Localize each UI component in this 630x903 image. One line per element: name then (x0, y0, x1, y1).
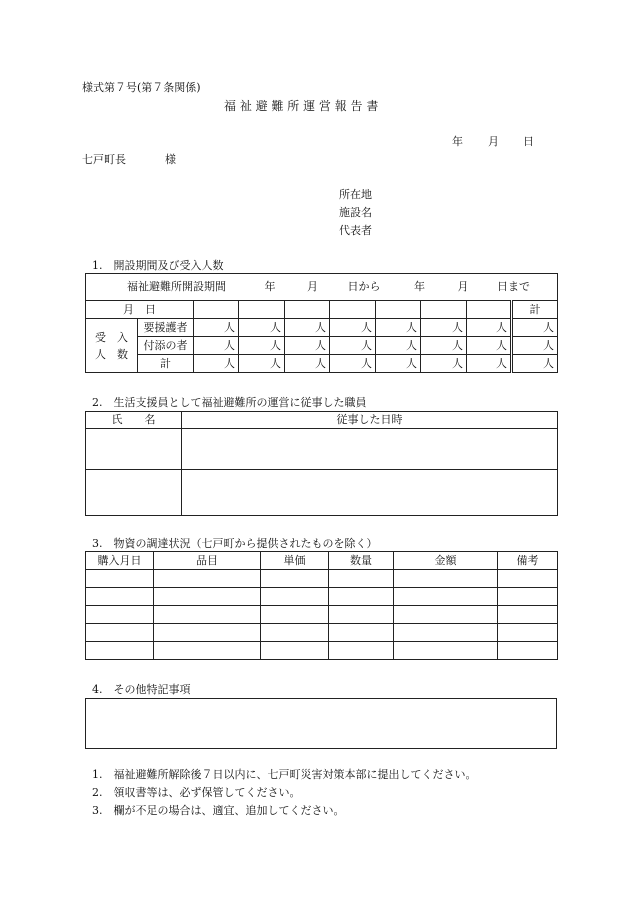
addressee-honorific: 様 (165, 153, 176, 166)
section1-heading: 1. 開設期間及び受入人数 (92, 259, 224, 272)
date-cell (467, 301, 512, 319)
accepted-count-label-line2: 人 数 (95, 347, 128, 361)
date-day: 日 (523, 135, 534, 148)
open-period-label: 福祉避難所開設期間 (127, 280, 226, 293)
table-row (86, 606, 558, 624)
month-day-label: 月 日 (86, 301, 194, 319)
section2-heading: 2. 生活支援員として福祉避難所の運営に従事した職員 (92, 396, 367, 409)
supplies-header-amount: 金額 (394, 552, 498, 570)
unit-cell: 人 (421, 319, 467, 337)
note-item: 1. 福祉避難所解除後７日以内に、七戸町災害対策本部に提出してください。 (92, 768, 477, 781)
unit-cell: 人 (467, 319, 512, 337)
date-cell (239, 301, 285, 319)
supplies-header-unit-price: 単価 (261, 552, 329, 570)
unit-cell: 人 (376, 319, 421, 337)
staff-table (85, 411, 558, 516)
date-month: 月 (488, 135, 499, 148)
applicant-representative-label: 代表者 (339, 224, 372, 237)
period-month-2: 月 (457, 280, 469, 293)
date-cell (421, 301, 467, 319)
staff-name-header: 氏 名 (86, 412, 182, 429)
unit-cell: 人 (194, 319, 239, 337)
supplies-header-item: 品目 (154, 552, 261, 570)
period-month-1: 月 (307, 280, 318, 293)
acceptance-table (85, 273, 558, 373)
staff-time-cell (182, 470, 558, 516)
table-row (86, 624, 558, 642)
date-cell (194, 301, 239, 319)
unit-cell: 人 (330, 337, 376, 355)
table-row (86, 570, 558, 588)
accepted-count-label-line1: 受 入 (95, 330, 128, 344)
applicant-facility-label: 施設名 (339, 206, 372, 219)
unit-cell: 人 (512, 319, 558, 337)
section3-heading: 3. 物資の調達状況（七戸町から提供されたものを除く） (92, 537, 378, 550)
unit-cell: 人 (467, 355, 512, 373)
unit-cell: 人 (467, 337, 512, 355)
supplies-header-date: 購入月日 (86, 552, 154, 570)
unit-cell: 人 (376, 355, 421, 373)
form-number: 様式第７号(第７条関係) (82, 81, 201, 94)
table-row (86, 588, 558, 606)
total-column-label: 計 (512, 301, 558, 319)
addressee-name: 七戸町長 (82, 153, 126, 166)
unit-cell: 人 (285, 355, 330, 373)
staff-name-cell (86, 429, 182, 470)
row-label: 付添の者 (138, 337, 194, 355)
unit-cell: 人 (330, 355, 376, 373)
staff-time-header: 従事した日時 (182, 412, 558, 429)
unit-cell: 人 (285, 337, 330, 355)
unit-cell: 人 (239, 337, 285, 355)
note-item: 3. 欄が不足の場合は、適宜、追加してください。 (92, 804, 345, 817)
special-notes-box (85, 698, 557, 749)
note-item: 2. 領収書等は、必ず保管してください。 (92, 786, 301, 799)
supplies-header-remarks: 備考 (498, 552, 558, 570)
unit-cell: 人 (512, 355, 558, 373)
unit-cell: 人 (285, 319, 330, 337)
date-cell (376, 301, 421, 319)
unit-cell: 人 (421, 355, 467, 373)
period-year-2: 年 (414, 280, 425, 293)
period-year-1: 年 (264, 280, 276, 293)
page-title: 福 祉 避 難 所 運 営 報 告 書 (224, 99, 379, 113)
period-from: 日から (347, 280, 381, 293)
unit-cell: 人 (194, 337, 239, 355)
open-period-row (86, 274, 558, 301)
date-cell (330, 301, 376, 319)
accepted-count-label (86, 319, 138, 373)
unit-cell: 人 (239, 355, 285, 373)
unit-cell: 人 (239, 319, 285, 337)
unit-cell: 人 (194, 355, 239, 373)
row-label: 要援護者 (138, 319, 194, 337)
unit-cell: 人 (330, 319, 376, 337)
supplies-table (85, 551, 558, 660)
date-cell (285, 301, 330, 319)
unit-cell: 人 (421, 337, 467, 355)
unit-cell: 人 (512, 337, 558, 355)
date-year: 年 (452, 135, 463, 148)
table-row (86, 642, 558, 660)
period-until: 日まで (497, 280, 530, 293)
section4-heading: 4. その他特記事項 (92, 683, 191, 696)
staff-name-cell (86, 470, 182, 516)
staff-time-cell (182, 429, 558, 470)
row-label: 計 (138, 355, 194, 373)
unit-cell: 人 (376, 337, 421, 355)
supplies-header-quantity: 数量 (329, 552, 394, 570)
applicant-address-label: 所在地 (339, 188, 372, 201)
